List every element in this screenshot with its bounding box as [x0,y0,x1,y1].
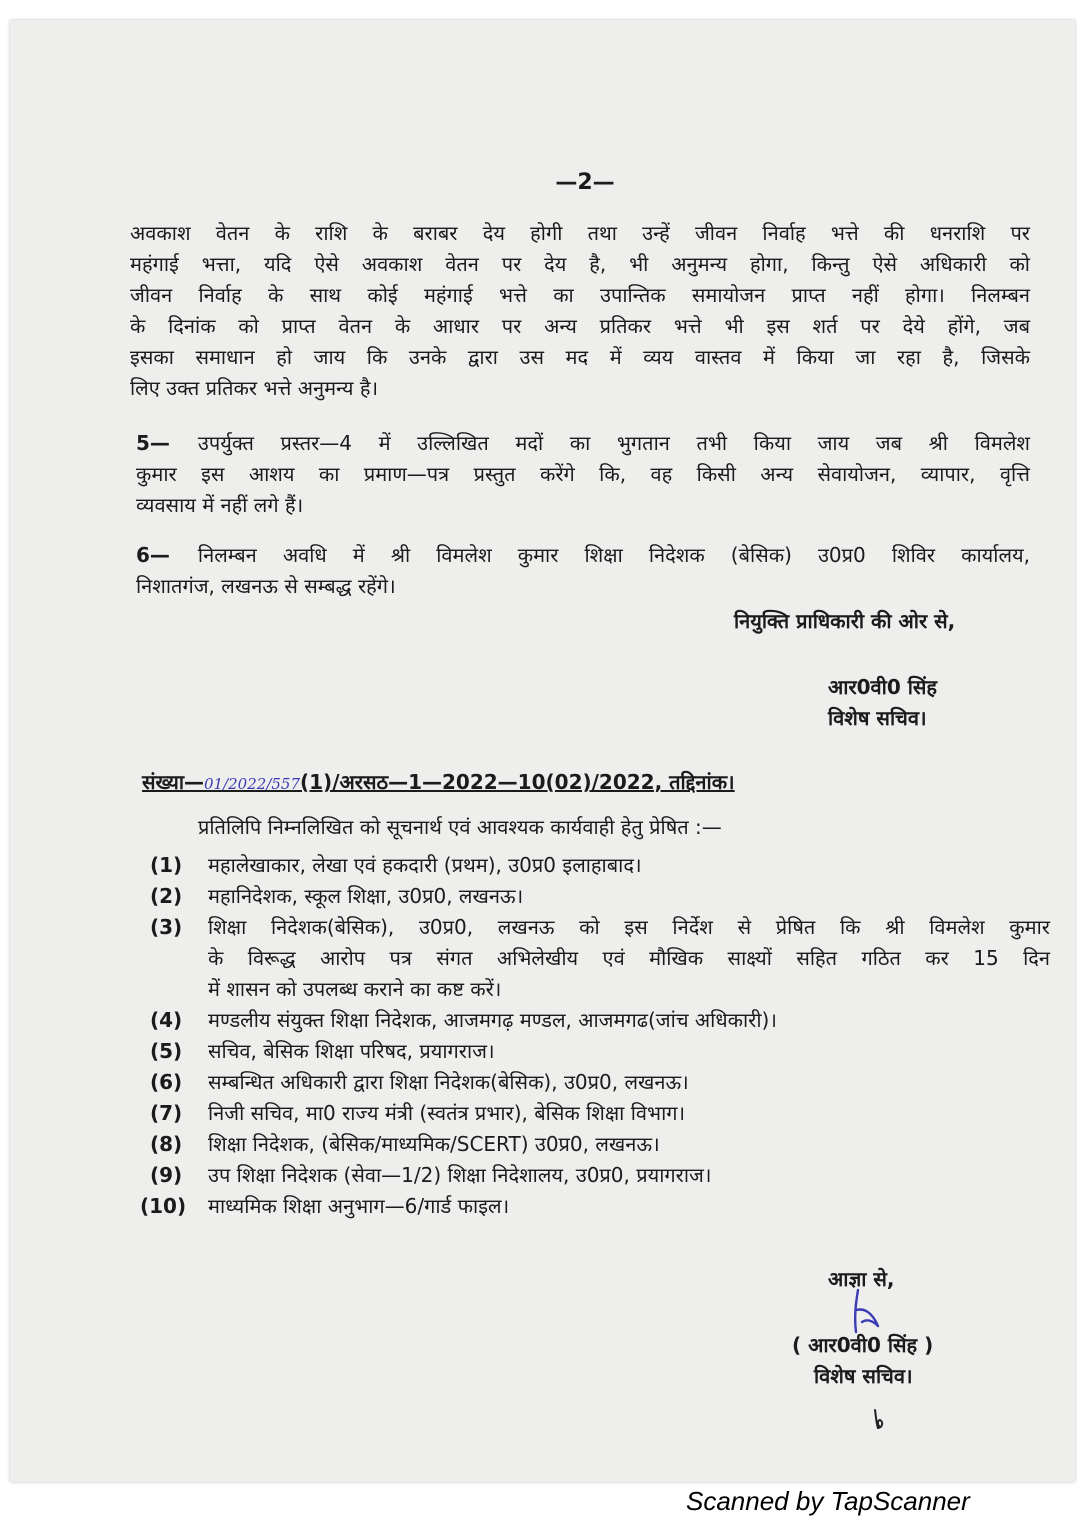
list-item [140,850,1050,881]
list-item-number: (5) [150,1039,183,1063]
reference-handwritten: 01/2022/557 [204,775,300,793]
signatory-designation: विशेष सचिव। [814,1364,913,1388]
paragraph-line: जीवन निर्वाह के साथ कोई महंगाई भत्ते का उपान्तिक समायोजन प्राप्त नहीं होगा। निलम्बन [130,283,1030,307]
copy-intro: प्रतिलिपि निम्नलिखित को सूचनार्थ एवं आवश्यक कार्यवाही हेतु प्रेषित :— [198,815,722,839]
list-item-number: (1) [150,853,183,877]
signatory-block-final [792,1330,933,1392]
signatory-designation: विशेष सचिव। [828,706,927,730]
paragraph-line: के दिनांक को प्राप्त वेतन के आधार पर अन्य प्रतिकर भत्ते भी इस शर्त पर देये होंगे, जब [130,314,1030,338]
order-line: आज्ञा से, [828,1267,895,1291]
paragraph-line: महंगाई भत्ता, यदि ऐसे अवकाश वेतन पर देय है, भी अनुमन्य होगा, किन्तु ऐसे अधिकारी को [130,252,1030,276]
copy-list [140,850,1050,1222]
reference-suffix: (1)/अरसठ—1—2022—10(02)/2022, तद्दिनांक। [300,770,735,794]
list-item [140,1160,1050,1191]
paragraph-line: कुमार इस आशय का प्रमाण—पत्र प्रस्तुत करेंगे कि, वह किसी अन्य सेवायोजन, व्यापार, वृत्ति [136,462,1030,486]
authority-line: नियुक्ति प्राधिकारी की ओर से, [734,609,956,633]
paragraph-line: व्यवसाय में नहीं लगे हैं। [136,493,304,517]
signatory-block [828,672,937,734]
paragraph-line: लिए उक्त प्रतिकर भत्ते अनुमन्य है। [130,376,379,400]
reference-prefix: संख्या— [142,770,204,794]
paragraph-line [136,540,1030,571]
list-item [140,1067,1050,1098]
signatory-name: आर0वी0 सिंह [828,675,938,699]
list-item-number: (7) [150,1101,183,1125]
paragraph-line: निशातगंज, लखनऊ से सम्बद्ध रहेंगे। [136,574,396,598]
list-item [140,1129,1050,1160]
list-item-number: (3) [150,915,183,939]
list-item-text: में शासन को उपलब्ध कराने का कष्ट करें। [208,977,502,1001]
paragraph-continued [130,218,1030,404]
list-item-text: सम्बन्धित अधिकारी द्वारा शिक्षा निदेशक(बेसिक), उ0प्र0, लखनऊ। [208,1070,689,1094]
list-item-text: महानिदेशक, स्कूल शिक्षा, उ0प्र0, लखनऊ। [208,884,524,908]
document-page [10,20,1075,1482]
list-item-text: उप शिक्षा निदेशक (सेवा—1/2) शिक्षा निदेशालय, उ0प्र0, प्रयागराज। [208,1163,712,1187]
list-item-number: (4) [150,1008,183,1032]
list-item [140,1036,1050,1067]
list-item-number: (6) [150,1070,183,1094]
list-item [140,912,1050,1005]
paragraph-line: इसका समाधान हो जाय कि उनके द्वारा उस मद में व्यय वास्तव में किया जा रहा है, जिसके [130,345,1030,369]
list-item-text: माध्यमिक शिक्षा अनुभाग—6/गार्ड फाइल। [208,1194,510,1218]
list-item [140,1098,1050,1129]
list-item-text: निजी सचिव, मा0 राज्य मंत्री (स्वतंत्र प्रभार), बेसिक शिक्षा विभाग। [208,1101,686,1125]
paragraph-line: अवकाश वेतन के राशि के बराबर देय होगी तथा उन्हें जीवन निर्वाह भत्ते की धनराशि पर [130,221,1030,245]
list-item [140,881,1050,912]
paragraph-number: 6— [136,543,170,567]
list-item-text: मण्डलीय संयुक्त शिक्षा निदेशक, आजमगढ़ मण्डल, आजमगढ(जांच अधिकारी)। [208,1008,777,1032]
paragraph-text: निलम्बन अवधि में श्री विमलेश कुमार शिक्षा निदेशक (बेसिक) उ0प्र0 शिविर कार्यालय, [197,543,1030,567]
list-item-number: (8) [150,1132,183,1156]
list-item-text: शिक्षा निदेशक, (बेसिक/माध्यमिक/SCERT) उ0प्र0, लखनऊ। [208,1132,660,1156]
signatory-name: ( आर0वी0 सिंह ) [792,1333,934,1357]
list-item [140,1005,1050,1036]
page-number: —2— [555,170,615,195]
paragraph-line [136,428,1030,459]
list-item-number: (9) [150,1163,183,1187]
list-item [140,1191,1050,1222]
scanner-watermark: Scanned by TapScanner [686,1486,970,1516]
list-item-text: शिक्षा निदेशक(बेसिक), उ0प्र0, लखनऊ को इस निर्देश से प्रेषित कि श्री विमलेश कुमार [208,915,1050,939]
list-item-text: के विरूद्ध आरोप पत्र संगत अभिलेखीय एवं मौखिक साक्ष्यों सहित गठित कर 15 दिन [208,946,1050,970]
list-item-number: (2) [150,884,183,908]
list-item-number: (10) [140,1194,187,1218]
paragraph-number: 5— [136,431,170,455]
paragraph-6 [136,540,1030,602]
handwritten-initial [870,1406,890,1432]
paragraph-5 [136,428,1030,521]
list-item-text: महालेखाकार, लेखा एवं हकदारी (प्रथम), उ0प्र0 इलाहाबाद। [208,853,642,877]
reference-number [142,768,735,795]
paragraph-text: उपर्युक्त प्रस्तर—4 में उल्लिखित मदों का भुगतान तभी किया जाय जब श्री विमलेश [197,431,1030,455]
list-item-text: सचिव, बेसिक शिक्षा परिषद, प्रयागराज। [208,1039,495,1063]
